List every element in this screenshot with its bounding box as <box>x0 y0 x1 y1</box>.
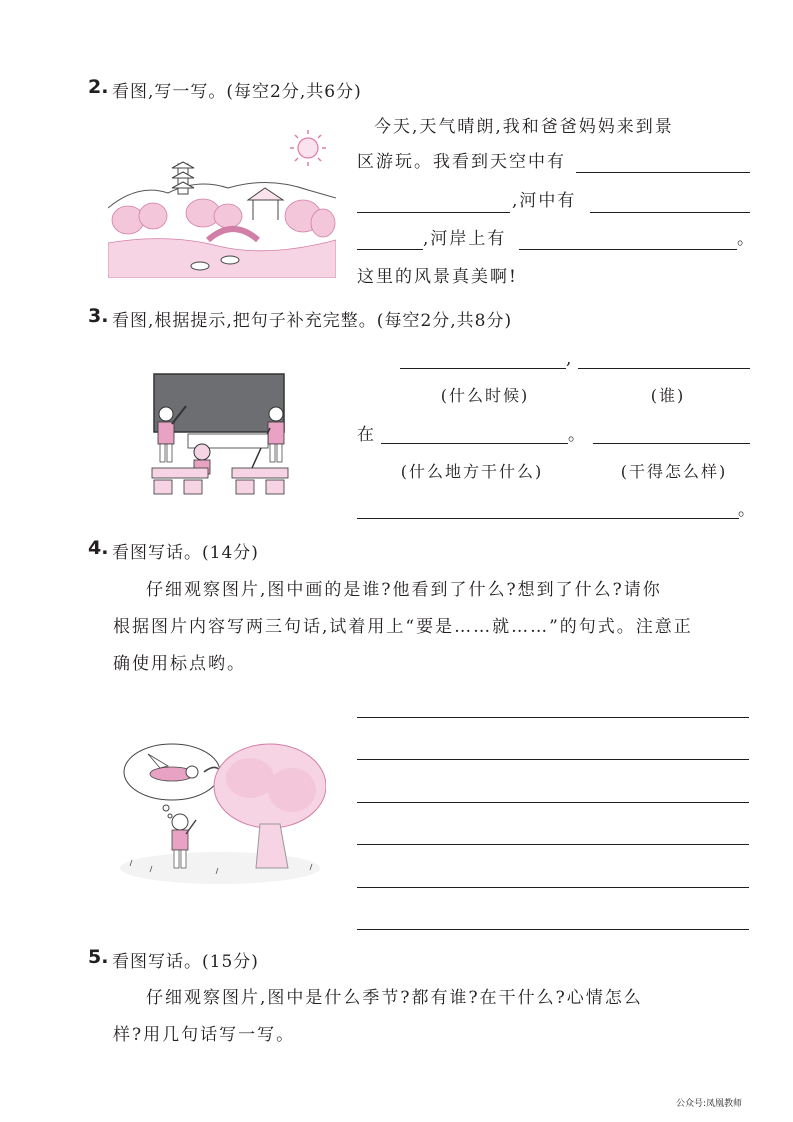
classroom-cleaning-illustration <box>148 372 294 498</box>
q3-number: 3. <box>88 305 109 327</box>
q3-blank-full-sentence[interactable] <box>357 518 739 519</box>
q4-writing-line[interactable] <box>357 887 749 888</box>
q4-writing-line[interactable] <box>357 759 749 760</box>
q3-hint-how: (干得怎么样) <box>620 462 728 481</box>
q5-instruction-line2: 样?用几句话写一写。 <box>113 1025 296 1045</box>
q2-blank-sky-cont[interactable] <box>357 212 510 213</box>
q3-comma: , <box>566 349 574 369</box>
q2-text-line1: 今天,天气晴朗,我和爸爸妈妈来到景 <box>374 117 674 137</box>
q2-blank-river[interactable] <box>590 212 750 213</box>
q2-number: 2. <box>88 76 109 98</box>
q3-hint-who: (谁) <box>650 386 686 405</box>
q2-text-line5: 这里的风景真美啊! <box>357 267 518 287</box>
q4-writing-line[interactable] <box>357 929 749 930</box>
sun-icon <box>290 130 326 166</box>
q2-blank-river-cont[interactable] <box>357 249 423 250</box>
q5-title: 看图写话。(15分) <box>112 952 259 972</box>
pink-tree <box>214 744 326 868</box>
q2-blank-sky[interactable] <box>576 172 750 173</box>
boy-dreaming-of-flying-illustration <box>120 738 326 888</box>
q4-instruction-line1: 仔细观察图片,图中画的是谁?他看到了什么?想到了什么?请你 <box>146 580 662 600</box>
q2-text-line4-period: 。 <box>737 229 756 249</box>
q4-instruction-line2: 根据图片内容写两三句话,试着用上“要是……就……”的句式。注意正 <box>113 617 693 637</box>
q4-title: 看图写话。(14分) <box>112 543 259 563</box>
q3-blank-when[interactable] <box>400 368 566 369</box>
q3-zai-label: 在 <box>357 425 376 445</box>
q2-text-line4a: ,河岸上有 <box>423 229 507 249</box>
scenic-park-illustration <box>108 128 336 278</box>
q4-writing-line[interactable] <box>357 844 749 845</box>
q4-number: 4. <box>88 537 109 559</box>
q3-period-1: 。 <box>568 425 587 445</box>
q5-instruction-line1: 仔细观察图片,图中是什么季节?都有谁?在干什么?心情怎么 <box>146 988 643 1008</box>
q3-blank-how[interactable] <box>593 443 750 444</box>
q4-writing-line[interactable] <box>357 717 749 718</box>
q2-text-line2: 区游玩。我看到天空中有 <box>357 152 566 172</box>
q3-title: 看图,根据提示,把句子补充完整。(每空2分,共8分) <box>112 311 513 331</box>
footer-watermark: 公众号:凤凰教师 <box>676 1099 743 1109</box>
pavilion <box>248 188 283 220</box>
q2-blank-riverbank[interactable] <box>519 249 737 250</box>
q3-blank-who[interactable] <box>578 368 750 369</box>
q3-blank-where-what[interactable] <box>381 443 568 444</box>
q4-instruction-line3: 确使用标点哟。 <box>113 654 246 674</box>
q2-text-line3: ,河中有 <box>512 191 577 211</box>
q3-hint-when: (什么时候) <box>440 386 530 405</box>
q4-writing-line[interactable] <box>357 802 749 803</box>
q3-period-2: 。 <box>738 500 757 520</box>
q3-hint-where-what: (什么地方干什么) <box>400 462 544 481</box>
q5-number: 5. <box>88 946 109 968</box>
q2-title: 看图,写一写。(每空2分,共6分) <box>112 82 362 102</box>
